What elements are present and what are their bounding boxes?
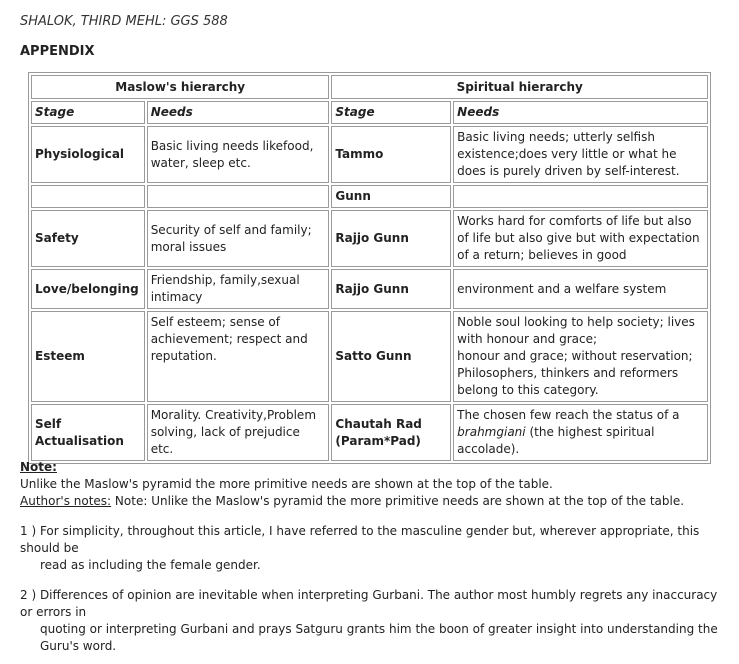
hierarchy-table (28, 72, 711, 464)
maslow-stage-header: Stage (31, 101, 145, 124)
author-notes (20, 493, 720, 510)
spiritual-stage-cell: Rajjo Gunn (331, 269, 451, 309)
maslow-needs-cell: Morality. Creativity,Problem solving, lack of prejudice etc. (147, 404, 330, 461)
spiritual-stage-cell: Satto Gunn (331, 311, 451, 402)
note-text: Unlike the Maslow's pyramid the more primitive needs are shown at the top of the table. (20, 477, 553, 491)
spiritual-stage-cell: Rajjo Gunn (331, 210, 451, 267)
notes-section (20, 459, 720, 655)
spiritual-needs-cell (453, 311, 708, 402)
footnote-1-continued: read as including the female gender. (40, 558, 261, 572)
needs-line: Noble soul looking to help society; lives with honour and grace; (457, 315, 695, 346)
page-heading: SHALOK, THIRD MEHL: GGS 588 (20, 14, 228, 29)
maslow-needs-cell: Basic living needs likefood, water, sleep etc. (147, 126, 330, 183)
spiritual-stage-cell: Gunn (331, 185, 451, 208)
spiritual-needs-header: Needs (453, 101, 708, 124)
maslow-stage-cell: Safety (31, 210, 145, 267)
maslow-needs-cell (147, 185, 330, 208)
table-row (31, 126, 708, 183)
maslow-stage-cell: Self Actualisation (31, 404, 145, 461)
spiritual-needs-cell: Works hard for comforts of life but also of life but also give but with expectation of a return; believes in good (453, 210, 708, 267)
note-title: Note: (20, 460, 57, 474)
appendix-title: APPENDIX (20, 44, 95, 59)
spiritual-needs-cell: environment and a welfare system (453, 269, 708, 309)
maslow-needs-cell: Friendship, family,sexual intimacy (147, 269, 330, 309)
spiritual-stage-header: Stage (331, 101, 451, 124)
table-row (31, 404, 708, 461)
author-notes-label: Author's notes: (20, 494, 112, 508)
spiritual-group-header: Spiritual hierarchy (331, 75, 708, 99)
footnote-2: 2 ) Differences of opinion are inevitable when interpreting Gurbani. The author most humbly regrets any inaccuracy or errors in (20, 588, 718, 619)
spiritual-needs-cell (453, 185, 708, 208)
maslow-group-header: Maslow's hierarchy (31, 75, 329, 99)
needs-text: The chosen few reach the status of a (457, 408, 680, 422)
table-row (31, 269, 708, 309)
spiritual-stage-cell: Chautah Rad (Param*Pad) (331, 404, 451, 461)
needs-text: (the highest spiritual accolade). (457, 425, 655, 456)
spiritual-stage-cell: Tammo (331, 126, 451, 183)
maslow-needs-header: Needs (147, 101, 330, 124)
maslow-needs-cell: Security of self and family; moral issues (147, 210, 330, 267)
spacer (20, 510, 720, 523)
table-row (31, 311, 708, 402)
group-header-row (31, 75, 708, 99)
brahmgiani-term: brahmgiani (457, 425, 526, 439)
spiritual-needs-cell: Basic living needs; utterly selfish existence;does very little or what he does is purely driven by self-interest. (453, 126, 708, 183)
footnote-1: 1 ) For simplicity, throughout this article, I have referred to the masculine gender but, wherever appropriate, this should be (20, 524, 700, 555)
maslow-needs-cell: Self esteem; sense of achievement; respect and reputation. (147, 311, 330, 402)
column-header-row (31, 101, 708, 124)
spacer (20, 574, 720, 587)
table-row (31, 210, 708, 267)
maslow-stage-cell: Physiological (31, 126, 145, 183)
maslow-stage-cell (31, 185, 145, 208)
needs-line: honour and grace; without reservation; (457, 349, 693, 363)
needs-line: Philosophers, thinkers and reformers belong to this category. (457, 366, 679, 397)
author-notes-text: Note: Unlike the Maslow's pyramid the more primitive needs are shown at the top of the table. (111, 494, 685, 508)
spiritual-needs-cell (453, 404, 708, 461)
maslow-stage-cell: Love/belonging (31, 269, 145, 309)
table-row (31, 185, 708, 208)
footnote-2-continued: quoting or interpreting Gurbani and prays Satguru grants him the boon of greater insight into understanding the Guru's word. (40, 622, 718, 653)
maslow-stage-cell: Esteem (31, 311, 145, 402)
